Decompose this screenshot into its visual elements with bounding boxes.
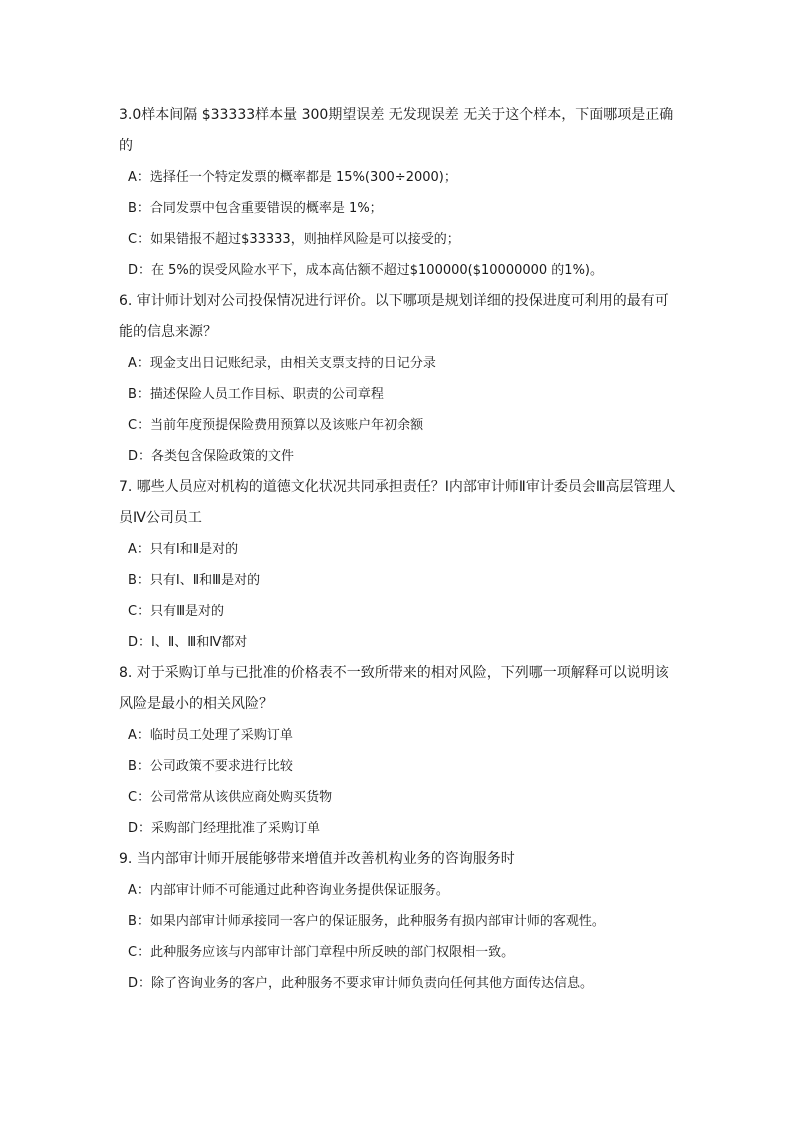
question-stem: 9. 当内部审计师开展能够带来增值并改善机构业务的咨询服务时 [119,851,515,867]
question-block [119,100,679,286]
option-b: B：如果内部审计师承接同一客户的保证服务，此种服务有损内部审计师的客观性。 [128,914,605,929]
option-b: B：合同发票中包含重要错误的概率是 1%； [128,201,383,216]
option-c: C：此种服务应该与内部审计部门章程中所反映的部门权限相一致。 [128,945,515,960]
question-block [119,286,679,472]
question-list [119,100,679,999]
option-c: C：当前年度预提保险费用预算以及该账户年初余额 [128,418,424,433]
option-a: A：选择任一个特定发票的概率都是 15%(300÷2000)； [128,170,457,185]
question-block [119,844,679,999]
option-a: A：临时员工处理了采购订单 [128,728,293,743]
question-stem: 3.0样本间隔 $33333样本量 300期望误差 无发现误差 无关于这个样本，下面哪项是正确的 [119,107,674,154]
option-d: D：在 5%的误受风险水平下，成本高估额不超过$100000($10000000 的1%)。 [128,263,604,278]
question-stem: 7. 哪些人员应对机构的道德文化状况共同承担责任？Ⅰ内部审计师Ⅱ审计委员会Ⅲ高层管理人员Ⅳ公司员工 [119,479,676,526]
option-c: C：如果错报不超过$33333，则抽样风险是可以接受的； [128,232,460,247]
question-stem: 8. 对于采购订单与已批准的价格表不一致所带来的相对风险，下列哪一项解释可以说明该风险是最小的相关风险？ [119,665,669,712]
option-d: D：Ⅰ、Ⅱ、Ⅲ和Ⅳ都对 [128,635,248,650]
option-d: D：各类包含保险政策的文件 [128,449,295,464]
question-stem: 6. 审计师计划对公司投保情况进行评价。以下哪项是规划详细的投保进度可利用的最有可能的信息来源？ [119,293,669,340]
option-d: D：除了咨询业务的客户，此种服务不要求审计师负责向任何其他方面传达信息。 [128,976,594,991]
option-b: B：公司政策不要求进行比较 [128,759,293,774]
question-block [119,472,679,658]
option-a: A：内部审计师不可能通过此种咨询业务提供保证服务。 [128,883,449,898]
option-a: A：现金支出日记账纪录，由相关支票支持的日记分录 [128,356,436,371]
option-b: B：只有Ⅰ、Ⅱ和Ⅲ是对的 [128,573,261,588]
option-b: B：描述保险人员工作目标、职责的公司章程 [128,387,384,402]
option-c: C：公司常常从该供应商处购买货物 [128,790,333,805]
option-d: D：采购部门经理批准了采购订单 [128,821,321,836]
question-block [119,658,679,844]
option-c: C：只有Ⅲ是对的 [128,604,225,619]
option-a: A：只有Ⅰ和Ⅱ是对的 [128,542,239,557]
